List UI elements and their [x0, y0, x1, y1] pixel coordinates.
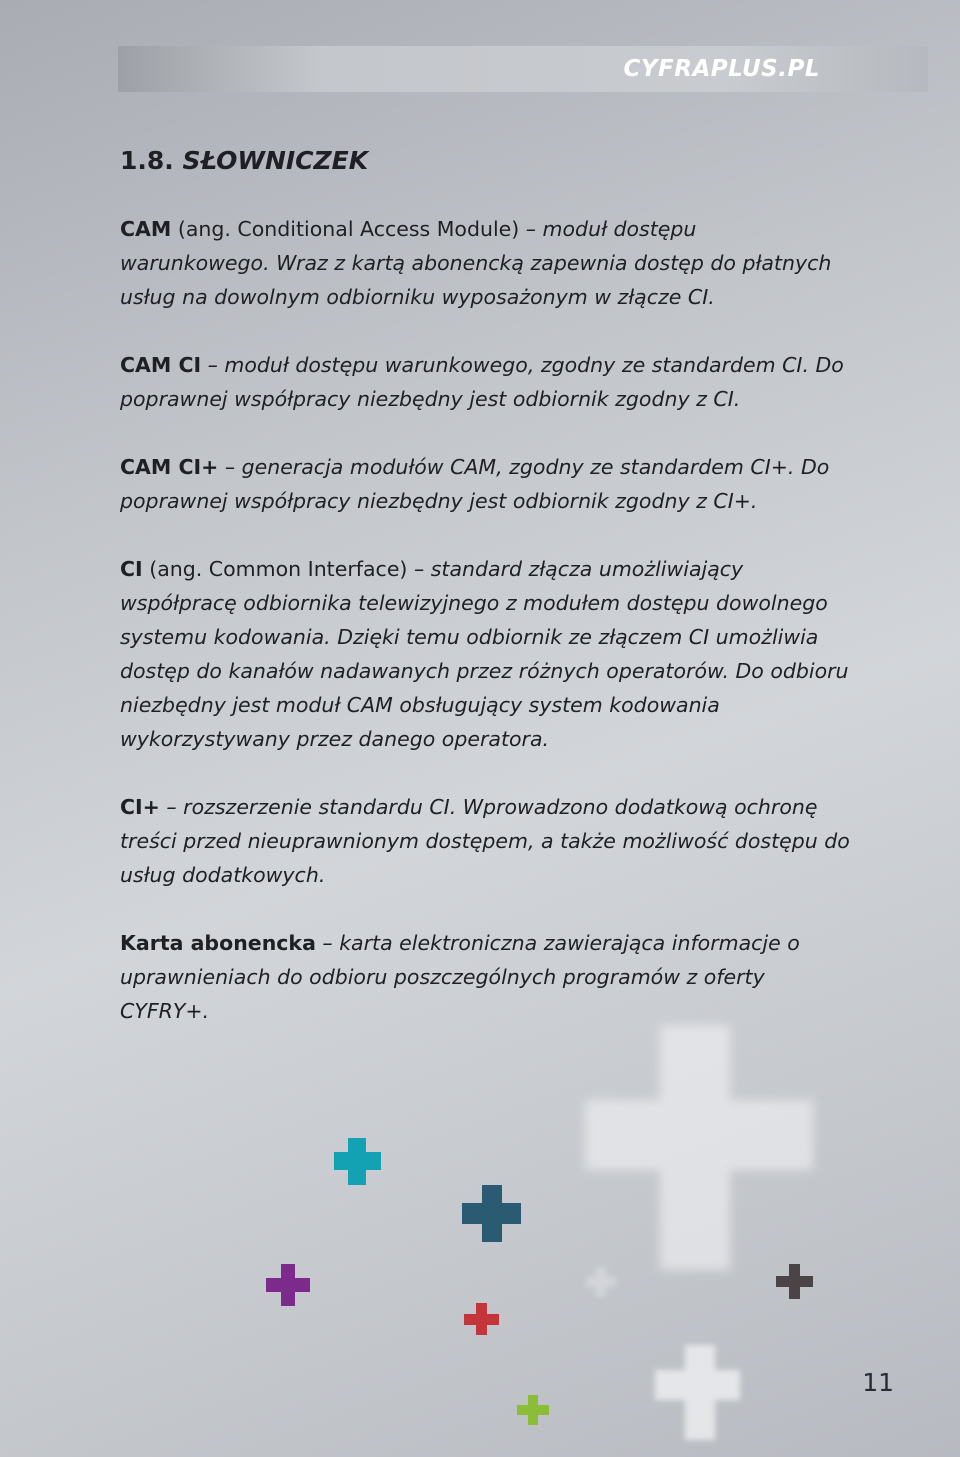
purple-plus-icon — [266, 1264, 310, 1306]
section-number: 1.8. — [120, 146, 174, 175]
glossary-definition: – karta elektroniczna zawierająca informacje o uprawnieniach do odbioru poszczególnych programów z oferty CYFRY+. — [120, 931, 800, 1023]
dark-gray-plus-icon — [776, 1264, 813, 1299]
large-white-plus-icon — [585, 1025, 813, 1270]
green-plus-icon — [517, 1395, 549, 1425]
glossary-term: CAM — [120, 217, 172, 241]
section-heading: SŁOWNICZEK — [182, 146, 369, 175]
glossary-term: Karta abonencka — [120, 931, 316, 955]
glossary-definition: – generacja modułów CAM, zgodny ze standardem CI+. Do poprawnej współpracy niezbędny jest odbiornik zgodny z CI+. — [120, 455, 830, 513]
teal-plus-icon — [334, 1138, 381, 1185]
page-number: 11 — [862, 1368, 894, 1397]
glossary-lead: (ang. Conditional Access Module) — [171, 217, 526, 241]
glossary-definition: – moduł dostępu warunkowego, zgodny ze standardem CI. Do poprawnej współpracy niezbędny jest odbiornik zgodny z CI. — [120, 353, 844, 411]
glossary-definition: – moduł dostępu warunkowego. Wraz z kartą abonencką zapewnia dostęp do płatnych usług na dowolnym odbiorniku wyposażonym w złącze CI. — [120, 217, 832, 309]
brand-name: CYFRAPLUS.PL — [623, 56, 820, 82]
small-white-plus-icon — [655, 1345, 740, 1440]
red-plus-icon — [464, 1303, 499, 1335]
glossary-term: CI+ — [120, 795, 160, 819]
glossary-term: CAM CI — [120, 353, 202, 377]
glossary-definition: – rozszerzenie standardu CI. Wprowadzono dodatkową ochronę treści przed nieuprawnionym dostępem, a także możliwość dostępu do usług dodatkowych. — [120, 795, 850, 887]
dark-teal-plus-icon — [462, 1185, 521, 1242]
glossary-term: CI — [120, 557, 143, 581]
glossary-definition: – standard złącza umożliwiający współpracę odbiornika telewizyjnego z modułem dostępu dowolnego systemu kodowania. Dzięki temu odbiornik ze złączem CI umożliwia dostęp do kanałów nadawanych przez różnych operatorów. Do odbioru niezbędny jest moduł CAM obsługujący system kodowania wykorzystywany przez danego operatora. — [120, 557, 849, 751]
glossary-lead: (ang. Common Interface) — [142, 557, 414, 581]
glossary-term: CAM CI+ — [120, 455, 219, 479]
faint-plus-icon — [586, 1267, 616, 1297]
